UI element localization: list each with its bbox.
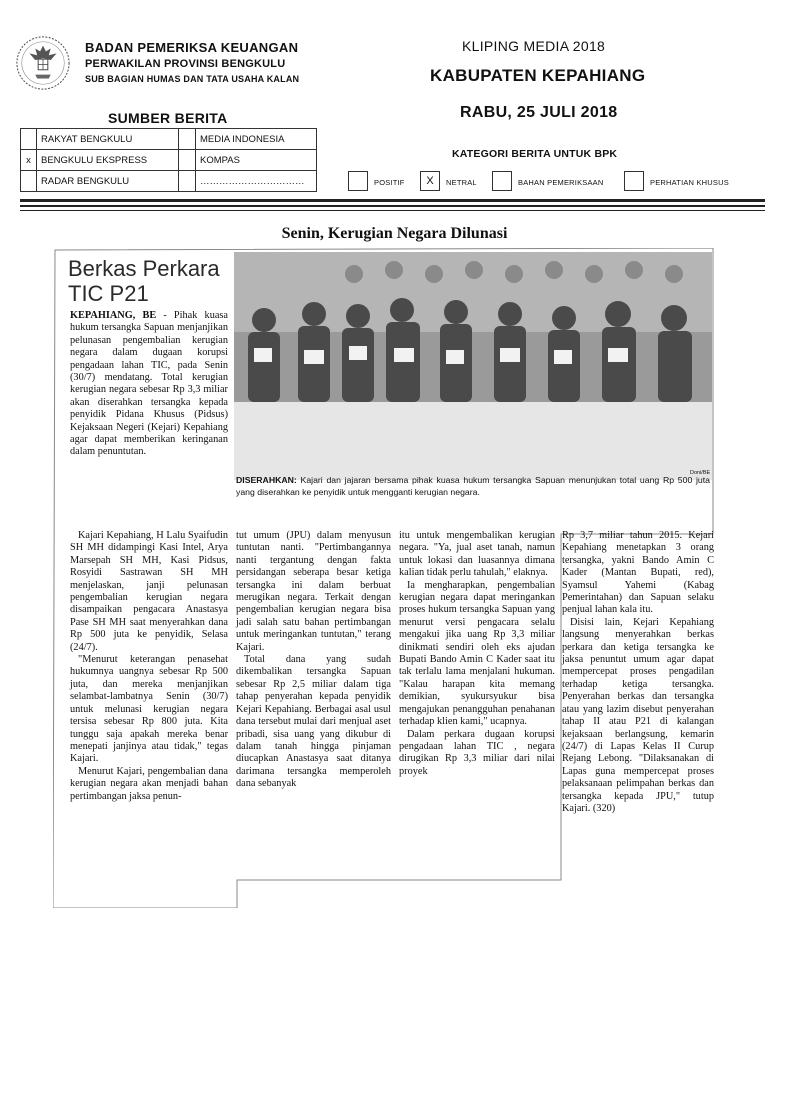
paragraph: itu untuk mengembalikan kerugian negara. "Ya, jual aset tanah, namun untuk lokasi dan luasannya dimana kalian tidak perlu tahulah," elaknya. [399, 530, 555, 579]
paragraph: Rp 3,7 miliar tahun 2015. Kejari Kepahiang menetapkan 3 orang tersangka, yakni Bando Amin C Kader (Mantan Bupati, red), Syamsul Yahemi (Kabag Pemerintahan) dan Sapuan selaku penjual lahan kala itu. [562, 530, 714, 616]
paragraph: Disisi lain, Kejari Kepahiang langsung menyerahkan berkas perkara dan ketiga tersangka ke jaksa penuntut umum agar dapat mempercepat proses pengadilan terhadap ketiga tersangka. Penyerahan berkas dan tersangka atau yang lazim disebut penyerahan tahap II atau P21 di kalangan kejaksaan berlangsung, kemarin (24/7) di Lapas Kelas II Curup Rejang Lebong. "Dilaksanakan di Lapas guna mempercepat proses pelaksanaan pelimpahan berkas dan tersangka kepada JPU," tutup Kajari. (320) [562, 616, 714, 814]
photo-credit: Doni/BE [690, 470, 711, 476]
source-mark [21, 129, 37, 150]
article-column-4 [562, 530, 714, 815]
source-name: KOMPAS [196, 150, 317, 171]
positif-label: POSITIF [374, 178, 405, 187]
source-table [20, 128, 317, 192]
header-divider [20, 210, 765, 211]
header-divider [20, 199, 765, 202]
kliping-title: KLIPING MEDIA 2018 [462, 38, 606, 54]
bahan-pemeriksaan-label: BAHAN PEMERIKSAAN [518, 178, 604, 187]
article-kicker-title: Berkas Perkara TIC P21 [68, 256, 220, 306]
article-photo [234, 252, 712, 480]
header-divider [20, 205, 765, 207]
source-name: RAKYAT BENGKULU [37, 129, 179, 150]
photo-caption [236, 474, 710, 498]
article-dateline: KEPAHIANG, BE [70, 310, 157, 321]
source-mark: x [21, 150, 37, 171]
source-row [21, 171, 317, 192]
article-headline: Senin, Kerugian Negara Dilunasi [281, 225, 508, 242]
caption-text: Kajari dan jajaran bersama pihak kuasa hukum tersangka Sapuan menunjukan total uang Rp 500 juta yang diserahkan ke penyidik untuk mengganti kerugian negara. [236, 475, 710, 497]
org-subdivision: SUB BAGIAN HUMAS DAN TATA USAHA KALAN [85, 74, 300, 84]
lead-text: - Pihak kuasa hukum tersangka Sapuan menjanjikan pelunasan pengembalian kerugian negara dalam dugaan korupsi pengadaan lahan TIC, pada Senin (30/7) mendatang. Total kerugian kerugian negara sebesar Rp 3,3 miliar akan diserahkan tersangka kepada penyidik Pidana Khusus (Pidsus) Kejaksaan Negeri (Kejari) Kepahiang agar dapat memberikan keringanan dalam penuntutan. [70, 310, 228, 458]
article-column-2 [236, 530, 391, 791]
org-name: BADAN PEMERIKSA KEUANGAN [85, 40, 299, 55]
paragraph: "Menurut keterangan penasehat hukumnya uangnya sebesar Rp 500 juta, dan mereka menjanjikan selambat-lambatnya Senin (30/7) untuk melunasi kerugian negara tersisa sebesar Rp 800 juta. Kita tunggu saja apakah mereka benar menepati janjinya atau tidak," tegas Kajari. [70, 654, 228, 765]
source-name: …………………………… [196, 171, 317, 192]
caption-lead: DISERAHKAN: [236, 475, 297, 485]
source-name: MEDIA INDONESIA [196, 129, 317, 150]
paragraph: Menurut Kajari, pengembalian dana kerugian negara akan menjadi bahan pertimbangan jaksa penun- [70, 765, 228, 802]
article-column-1 [70, 530, 228, 803]
source-row [21, 129, 317, 150]
netral-checkbox[interactable]: X [420, 171, 440, 191]
paragraph: Kajari Kepahiang, H Lalu Syaifudin SH MH didampingi Kasi Intel, Arya Marsepah SH MH, Kasi Pidsus, Rosyidi Sastrawan SH MH menjelaskan, janji pelunasan pengembalian kerugian negara disampaikan pengacara Anastasya Pase SH MH saat menyerahkan dana Rp 500 juta ke penyidik, Selasa (24/7). [70, 530, 228, 653]
clipping-date: RABU, 25 JULI 2018 [460, 104, 618, 121]
netral-label: NETRAL [446, 178, 477, 187]
source-mark [21, 171, 37, 192]
paragraph: Total dana yang sudah dikembalikan tersangka Sapuan sebesar Rp 2,5 miliar dalam tiga tahap penyerahan kepada penyidik Kejari Kepahiang. Berbagai asal usul dana tersebut mulai dari menjual aset pribadi, sisa uang yang dikubur di dalam tanah hingga pinjaman diucapkan Anastasya saat ditanya darimana tersangka memperoleh dana sebanyak [236, 654, 391, 790]
garuda-emblem-icon [14, 34, 72, 92]
bahan-pemeriksaan-checkbox[interactable] [492, 171, 512, 191]
article-column-3 [399, 530, 555, 778]
perhatian-khusus-checkbox[interactable] [624, 171, 644, 191]
positif-checkbox[interactable] [348, 171, 368, 191]
paragraph: Dalam perkara dugaan korupsi pengadaan lahan TIC , negara dirugikan Rp 3,3 miliar dari nilai proyek [399, 728, 555, 777]
perhatian-khusus-label: PERHATIAN KHUSUS [650, 178, 729, 187]
kategori-title: KATEGORI BERITA UNTUK BPK [452, 148, 618, 160]
source-name: RADAR BENGKULU [37, 171, 179, 192]
org-division: PERWAKILAN PROVINSI BENGKULU [85, 58, 286, 70]
sumber-berita-title: SUMBER BERITA [108, 110, 228, 126]
article-lead [70, 310, 228, 459]
kabupaten-title: KABUPATEN KEPAHIANG [430, 66, 646, 85]
source-name: BENGKULU EKSPRESS [37, 150, 179, 171]
paragraph: tut umum (JPU) dalam menyusun tuntutan nanti. "Pertimbangannya nanti tergantung dengan fakta persidangan seberapa besar ketiga tersangka ini dalam berbuat merugikan negara. Terkait dengan pengembalian kerugian negara bisa jadi salah satu bahan pertimbangan untuk meringankan tuntutan," terang Kajari. [236, 530, 391, 653]
paragraph: Ia mengharapkan, pengembalian kerugian negara dapat meringankan proses hukum tersangka Sapuan yang menurut versi pengacara selalu mengakui jika uang Rp 3,3 miliar dinikmati sendiri oleh eks ajudan Bupati Bando Amin C Kader saat itu tak terlalu lama menjalani hukuman. "Kalau harapan kita memang demikian, syukursyukur bisa mengajukan penangguhan penahanan terhadap klien kami," ucapnya. [399, 579, 555, 728]
source-row [21, 150, 317, 171]
